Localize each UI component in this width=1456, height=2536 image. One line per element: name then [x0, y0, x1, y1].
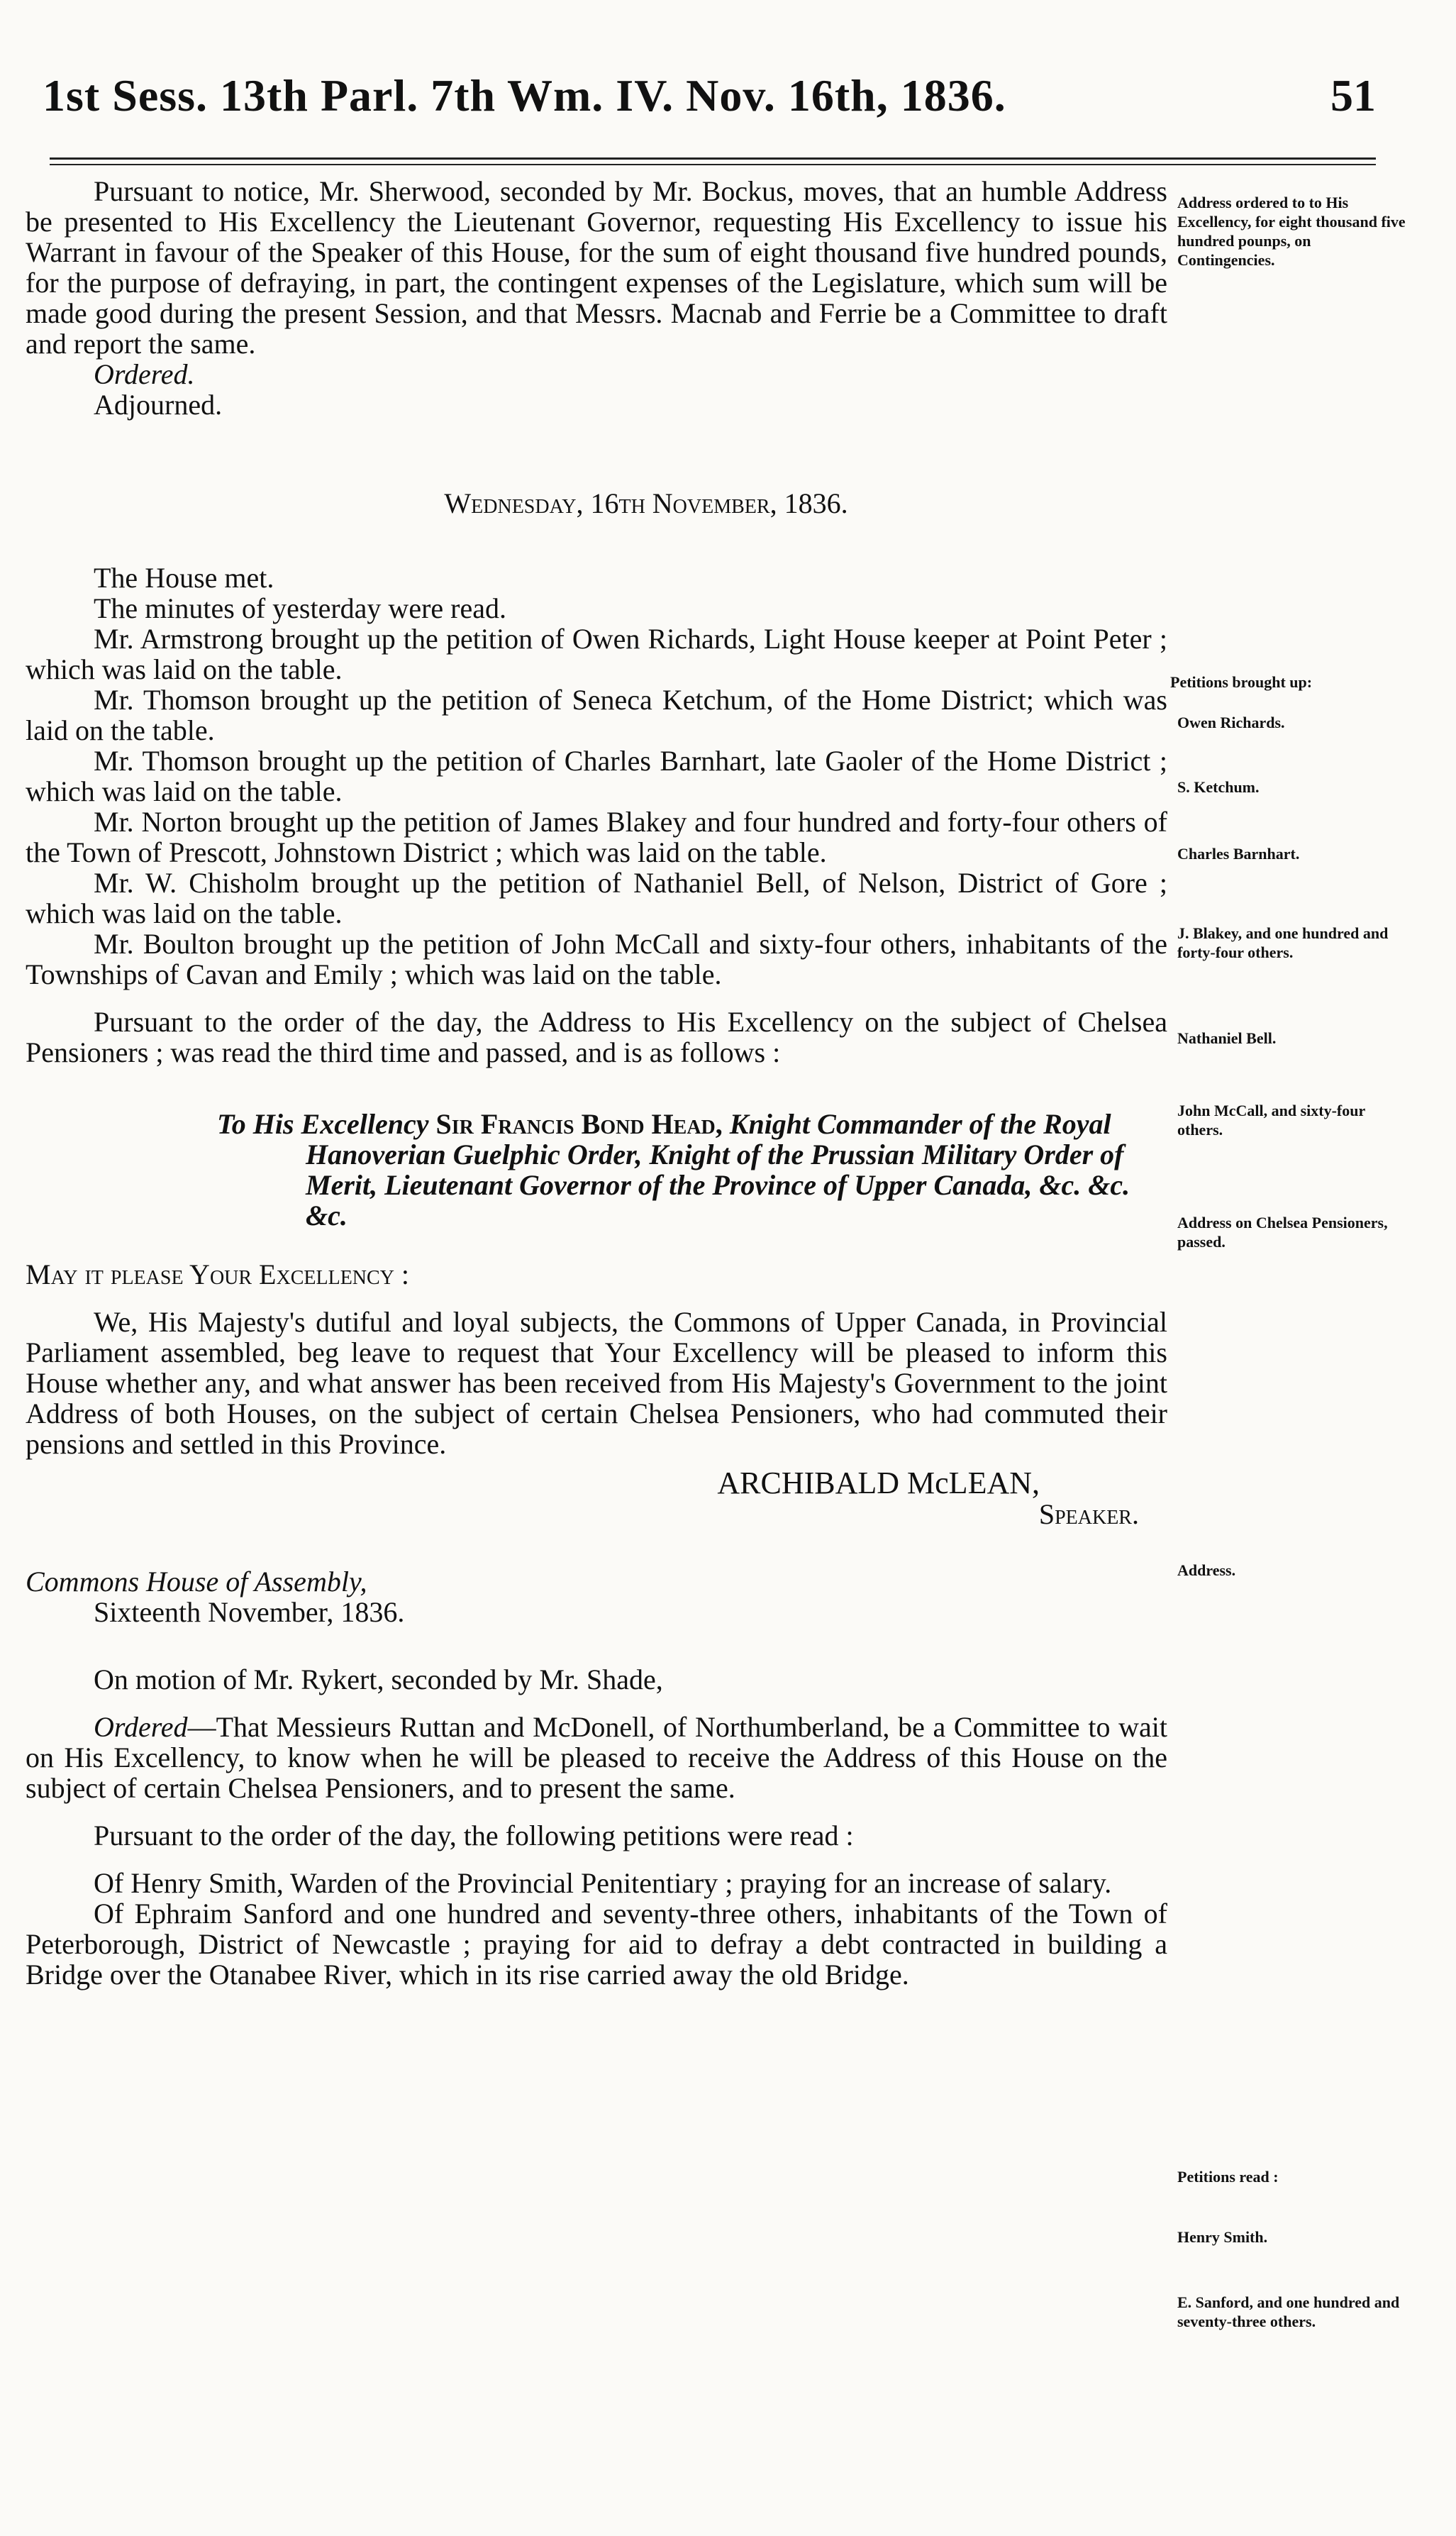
address-recipient-titles: Knight Commander of the Royal Hanoverian Guelphic Order, Knight of the Prussian Military Order of Merit, Lieutenant Governor of the Province of Upper Canada, &c. &c. &c. — [306, 1108, 1130, 1231]
margin-note-owen-richards: Owen Richards. — [1177, 714, 1285, 731]
margin-note-e-sanford: E. Sanford, and one hundred and seventy-three others. — [1177, 2293, 1400, 2330]
adjourned-text: Adjourned. — [94, 389, 223, 421]
petition-chisholm: Mr. W. Chisholm brought up the petition of Nathaniel Bell, of Nelson, District of Gore ; which was laid on the table. — [26, 867, 1167, 929]
petition-armstrong: Mr. Armstrong brought up the petition of Owen Richards, Light House keeper at Point Peter ; which was laid on the table. — [26, 623, 1167, 685]
margin-note-address: Address. — [1177, 1561, 1236, 1579]
date-line: Sixteenth November, 1836. — [94, 1596, 405, 1628]
address-recipient-prefix: To His Excellency — [217, 1108, 429, 1140]
ordered-text: Ordered. — [94, 358, 195, 390]
margin-note-charles-barnhart: Charles Barnhart. — [1177, 845, 1300, 863]
margin-note-petitions-read: Petitions read : — [1177, 2168, 1279, 2186]
header-rule — [50, 157, 1376, 160]
petition-read-sanford: Of Ephraim Sanford and one hundred and seventy-three others, inhabitants of the Town of Peterborough, District of Newcastle ; praying for aid to defray a debt contracted in building a Bridge over the Otanabee River, which in its rise carried away the old Bridge. — [26, 1898, 1167, 1990]
margin-note-petitions-brought-up: Petitions brought up: — [1170, 673, 1313, 691]
page-number: 51 — [1330, 70, 1376, 121]
header-rule-double — [50, 164, 1376, 165]
petition-read-smith: Of Henry Smith, Warden of the Provincial Penitentiary ; praying for an increase of salary. — [94, 1867, 1112, 1899]
commons-house-line: Commons House of Assembly, — [26, 1566, 367, 1598]
minutes-read: The minutes of yesterday were read. — [94, 592, 506, 624]
margin-note-s-ketchum: S. Ketchum. — [1177, 778, 1260, 796]
signatory-name: ARCHIBALD McLEAN, — [717, 1466, 1040, 1500]
petition-thomson-ketchum: Mr. Thomson brought up the petition of Seneca Ketchum, of the Home District; which was laid on the table. — [26, 684, 1167, 746]
order-of-day-chelsea: Pursuant to the order of the day, the Address to His Excellency on the subject of Chelsea Pensioners ; was read the third time and passed, and is as follows : — [26, 1006, 1167, 1068]
motion-rykert: On motion of Mr. Rykert, seconded by Mr. Shade, — [94, 1663, 663, 1695]
page-header — [43, 70, 1376, 126]
margin-note-j-blakey: J. Blakey, and one hundred and forty-four others. — [1177, 924, 1389, 961]
paragraph-sherwood-motion: Pursuant to notice, Mr. Sherwood, seconded by Mr. Bockus, moves, that an humble Address be presented to His Excellency the Lieutenant Governor, requesting His Excellency to issue his Warrant in favour of the Speaker of this House, for the sum of eight thousand five hundred pounds, for the purpose of defraying, in part, the contingent expenses of the Legislature, which sum will be made good during the present Session, and that Messrs. Macnab and Ferrie be a Committee to draft and report the same. — [26, 175, 1167, 360]
day-heading: Wednesday, 16th November, 1836. — [444, 487, 848, 519]
running-title: 1st Sess. 13th Parl. 7th Wm. IV. Nov. 16th, 1836. — [43, 70, 1006, 121]
address-body: We, His Majesty's dutiful and loyal subjects, the Commons of Upper Canada, in Provincial Parliament assembled, beg leave to request that Your Excellency will be pleased to inform this House whether any, and what answer has been received from His Majesty's Government to the joint Address of both Houses, on the subject of certain Chelsea Pensioners, who had commuted their pensions and settled in this Province. — [26, 1306, 1167, 1460]
margin-note-john-mccall: John McCall, and sixty-four others. — [1177, 1102, 1365, 1139]
ordered-committee: Ordered—That Messieurs Ruttan and McDonell, of Northumberland, be a Committee to wait on His Excellency, to know when he will be pleased to receive the Address of this House on the subject of certain Chelsea Pensioners, and to present the same. — [26, 1711, 1167, 1804]
address-recipient-name: Sir Francis Bond Head, — [435, 1108, 723, 1140]
margin-note-address-chelsea: Address on Chelsea Pensioners, passed. — [1177, 1214, 1388, 1251]
address-recipient — [26, 1109, 1167, 1231]
petition-norton: Mr. Norton brought up the petition of James Blakey and four hundred and forty-four others of the Town of Prescott, Johnstown District ; which was laid on the table. — [26, 806, 1167, 868]
signatory-title: Speaker. — [1038, 1498, 1139, 1530]
house-met: The House met. — [94, 562, 274, 594]
margin-note-nathaniel-bell: Nathaniel Bell. — [1177, 1029, 1277, 1047]
salutation: May it please Your Excellency : — [26, 1258, 410, 1290]
main-text-column — [26, 176, 1167, 1990]
margin-note-henry-smith: Henry Smith. — [1177, 2228, 1268, 2246]
petition-thomson-barnhart: Mr. Thomson brought up the petition of Charles Barnhart, late Gaoler of the Home District ; which was laid on the table. — [26, 745, 1167, 807]
margin-note-address-ordered: Address ordered to to His Excellency, for eight thousand five hundred pounps, on Contingencies. — [1177, 194, 1406, 269]
petitions-read-intro: Pursuant to the order of the day, the following petitions were read : — [94, 1820, 854, 1851]
petition-boulton: Mr. Boulton brought up the petition of John McCall and sixty-four others, inhabitants of the Townships of Cavan and Emily ; which was laid on the table. — [26, 928, 1167, 990]
